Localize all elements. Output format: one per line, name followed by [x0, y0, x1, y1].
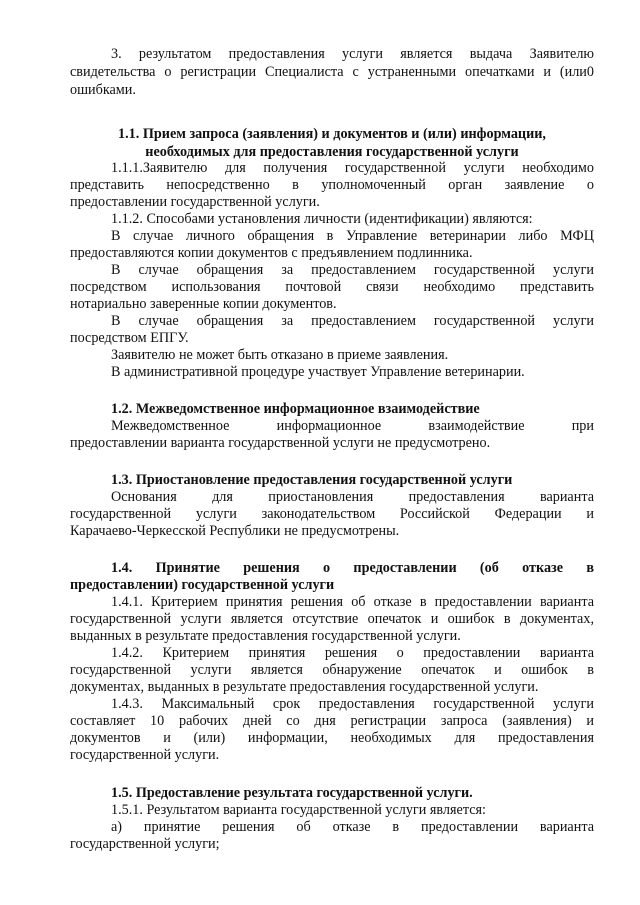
paragraph-1-1-1-line-2: представить непосредственно в уполномоченный орган заявление о: [70, 177, 594, 193]
paragraph-1-3-line-1: Основания для приостановления предоставления варианта: [111, 489, 594, 505]
paragraph-post-line-1: В случае обращения за предоставлением государственной услуги: [111, 262, 594, 278]
paragraph-epgu-line-2: посредством ЕПГУ.: [70, 330, 189, 346]
paragraph-1-5-1: 1.5.1. Результатом варианта государственной услуги является:: [111, 802, 486, 818]
paragraph-1-5-a-line-1: а) принятие решения об отказе в предоставлении варианта: [111, 819, 594, 835]
paragraph-1-4-3-line-4: государственной услуги.: [70, 747, 220, 763]
section-1-5-heading: 1.5. Предоставление результата государственной услуги.: [111, 785, 473, 801]
section-1-4-heading-line-2: предоставлении) государственной услуги: [70, 577, 335, 593]
paragraph-participant: В административной процедуре участвует Управление ветеринарии.: [111, 364, 525, 380]
paragraph-personal-line-2: предоставляются копии документов с предъявлением подлинника.: [70, 245, 473, 261]
paragraph-epgu-line-1: В случае обращения за предоставлением государственной услуги: [111, 313, 594, 329]
paragraph-1-1-1-line-3: предоставлении государственной услуги.: [70, 194, 320, 210]
paragraph-1-4-3-line-1: 1.4.3. Максимальный срок предоставления государственной услуги: [111, 696, 594, 712]
section-1-4-heading-line-1: 1.4. Принятие решения о предоставлении (об отказе в: [111, 560, 594, 576]
paragraph-post-line-3: нотариально заверенные копии документов.: [70, 296, 337, 312]
paragraph-1-4-1-line-2: государственной услуги является отсутствие опечаток и ошибок в документах,: [70, 611, 594, 627]
paragraph-1-1-1-line-1: 1.1.1.Заявителю для получения государственной услуги необходимо: [111, 160, 594, 176]
section-1-3-heading: 1.3. Приостановление предоставления государственной услуги: [111, 472, 513, 488]
paragraph-1-4-2-line-3: документах, выданных в результате предоставления государственной услуги.: [70, 679, 539, 695]
intro-line-1: 3. результатом предоставления услуги является выдача Заявителю: [111, 46, 594, 62]
paragraph-1-3-line-2: государственной услуги законодательством Российской Федерации и: [70, 506, 594, 522]
intro-line-3: ошибками.: [70, 82, 136, 98]
paragraph-1-2-line-2: предоставлении варианта государственной услуги не предусмотрено.: [70, 435, 491, 451]
paragraph-1-3-line-3: Карачаево-Черкесской Республики не предусмотрены.: [70, 523, 400, 539]
paragraph-1-2-line-1: Межведомственное информационное взаимодействие при: [111, 418, 594, 434]
paragraph-1-4-2-line-1: 1.4.2. Критерием принятия решения о предоставлении варианта: [111, 645, 594, 661]
paragraph-no-refusal: Заявителю не может быть отказано в приеме заявления.: [111, 347, 449, 363]
paragraph-1-4-2-line-2: государственной услуги является обнаружение опечаток и ошибок в: [70, 662, 594, 678]
paragraph-personal-line-1: В случае личного обращения в Управление ветеринарии либо МФЦ: [111, 228, 594, 244]
section-1-2-heading: 1.2. Межведомственное информационное взаимодействие: [111, 401, 480, 417]
paragraph-1-4-3-line-3: документов и (или) информации, необходимых для предоставления: [70, 730, 594, 746]
section-1-1-heading-line-1: 1.1. Прием запроса (заявления) и документов и (или) информации,: [118, 126, 546, 142]
section-1-1-heading-line-2: необходимых для предоставления государственной услуги: [145, 144, 519, 160]
intro-line-2: свидетельства о регистрации Специалиста с устраненными опечатками и (или0: [70, 64, 594, 80]
paragraph-1-4-1-line-1: 1.4.1. Критерием принятия решения об отказе в предоставлении варианта: [111, 594, 594, 610]
paragraph-1-4-1-line-3: выданных в результате предоставления государственной услуги.: [70, 628, 461, 644]
paragraph-post-line-2: посредством использования почтовой связи необходимо представить: [70, 279, 594, 295]
paragraph-1-1-2: 1.1.2. Способами установления личности (идентификации) являются:: [111, 211, 533, 227]
paragraph-1-5-a-line-2: государственной услуги;: [70, 836, 220, 852]
paragraph-1-4-3-line-2: составляет 10 рабочих дней со дня регистрации запроса (заявления) и: [70, 713, 594, 729]
